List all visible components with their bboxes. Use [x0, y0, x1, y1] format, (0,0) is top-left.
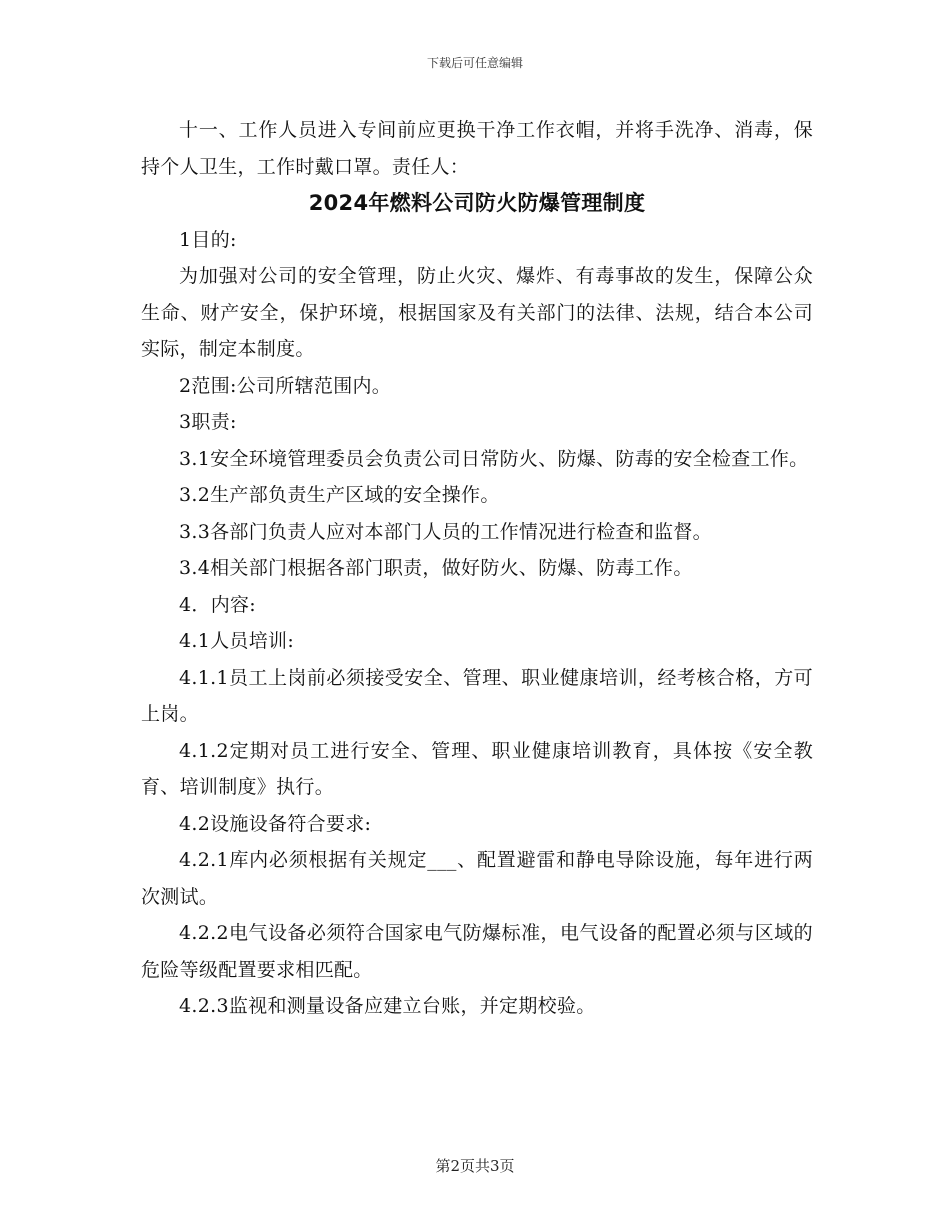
paragraph: 3.2生产部负责生产区域的安全操作。	[179, 484, 500, 506]
paragraph: 4.1人员培训:	[179, 630, 295, 652]
paragraph: 1目的:	[179, 228, 237, 251]
paragraph: 3.1安全环境管理委员会负责公司日常防火、防爆、防毒的安全检查工作。	[179, 447, 809, 470]
paragraph: 4.2.2电气设备必须符合国家电气防爆标准，电气设备的配置必须与区域的危险等级配置要求相匹配。	[141, 922, 813, 981]
paragraph: 3职责:	[179, 411, 237, 433]
paragraph: 十一、工作人员进入专间前应更换干净工作衣帽，并将手洗净、消毒，保持个人卫生，工作时戴口罩。责任人：	[141, 119, 813, 178]
document-body	[141, 112, 813, 1025]
paragraph: 2范围:公司所辖范围内。	[179, 374, 392, 397]
paragraph: 4.1.1员工上岗前必须接受安全、管理、职业健康培训，经考核合格，方可上岗。	[141, 666, 813, 725]
page-number: 第2页共3页	[435, 1157, 515, 1175]
paragraph: 3.3各部门负责人应对本部门人员的工作情况进行检查和监督。	[179, 520, 712, 543]
paragraph: 4．内容:	[179, 593, 256, 616]
document-title: 2024年燃料公司防火防爆管理制度	[308, 191, 646, 215]
paragraph: 4.2设施设备符合要求:	[179, 812, 372, 835]
paragraph: 4.1.2定期对员工进行安全、管理、职业健康培训教育，具体按《安全教育、培训制度》执行。	[141, 739, 813, 798]
paragraph: 3.4相关部门根据各部门职责，做好防火、防爆、防毒工作。	[179, 557, 693, 579]
paragraph: 4.2.3监视和测量设备应建立台账，并定期校验。	[179, 995, 596, 1017]
paragraph: 为加强对公司的安全管理，防止火灾、爆炸、有毒事故的发生，保障公众生命、财产安全，保护环境，根据国家及有关部门的法律、法规，结合本公司实际，制定本制度。	[141, 265, 813, 360]
paragraph: 4.2.1库内必须根据有关规定___、配置避雷和静电导除设施，每年进行两次测试。	[141, 849, 813, 908]
header-note: 下载后可任意编辑	[426, 56, 523, 70]
